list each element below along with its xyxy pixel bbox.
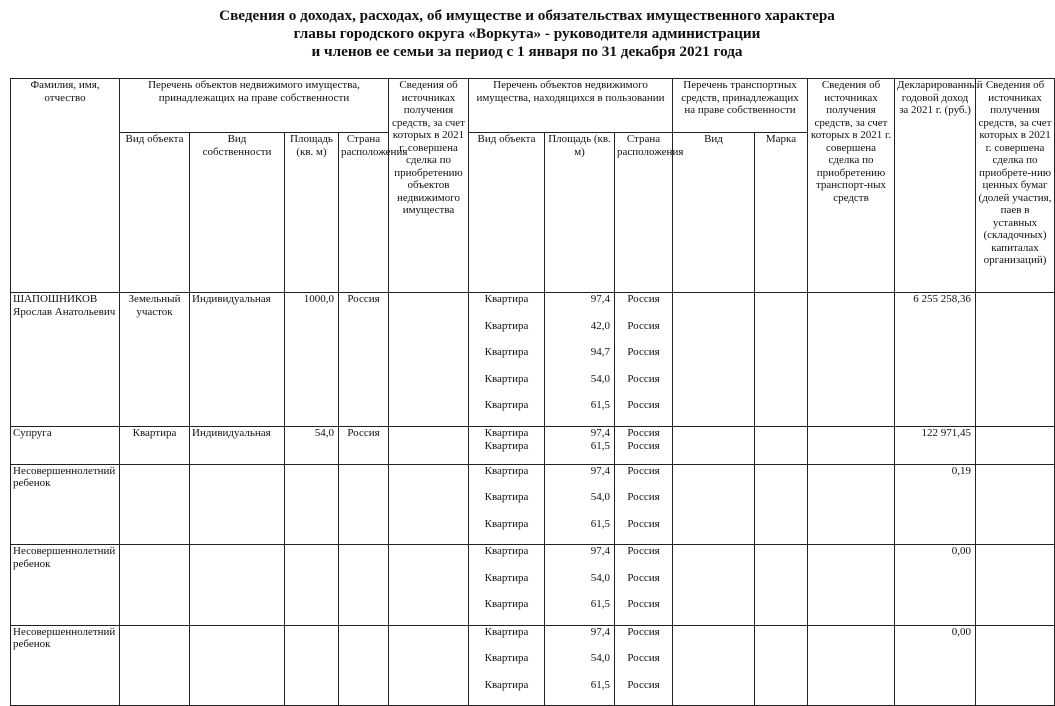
header-owned-country: Страна расположения [339, 133, 389, 293]
use-type: Квартира [484, 319, 529, 332]
income: 6 255 258,36 [895, 293, 976, 427]
use-country: Россия [627, 372, 660, 385]
owned-type: Земельный участок [120, 293, 190, 427]
use-country: Россия [627, 491, 660, 503]
owned-country: Россия [339, 293, 389, 427]
transport-kind-cell [673, 426, 755, 464]
header-use-group: Перечень объектов недвижимого имущества, находящихся в пользовании [469, 79, 673, 133]
income: 0,19 [895, 464, 976, 545]
use-country: Россия [627, 346, 660, 358]
use-country-cell [615, 464, 673, 545]
use-country-cell [615, 293, 673, 427]
use-country: Россия [627, 426, 660, 439]
table-row [11, 293, 1055, 427]
use-area: 42,0 [590, 319, 610, 332]
use-country: Россия [627, 652, 660, 664]
use-type: Квартира [484, 464, 529, 477]
owned-ownership: Индивидуальная [190, 426, 285, 464]
use-type: Квартира [484, 426, 529, 439]
use-area: 97,4 [590, 426, 610, 439]
use-type: Квартира [484, 625, 529, 638]
use-type: Квартира [484, 399, 529, 411]
header-use-type: Вид объекта [469, 133, 545, 293]
sources-securities-cell [976, 293, 1055, 427]
use-country: Россия [627, 571, 660, 584]
use-country: Россия [627, 598, 660, 610]
use-country: Россия [627, 293, 660, 305]
header-owned-group: Перечень объектов недвижимого имущества, принадлежащих на праве собственности [120, 79, 389, 133]
use-type: Квартира [484, 346, 529, 358]
person-name: Несовершеннолетний ребенок [11, 464, 120, 545]
transport-kind-cell [673, 293, 755, 427]
use-area-cell [545, 293, 615, 427]
header-use-country: Страна расположения [615, 133, 673, 293]
use-country: Россия [627, 517, 660, 530]
use-area: 54,0 [590, 491, 610, 503]
transport-brand-cell [755, 426, 808, 464]
use-country: Россия [627, 464, 660, 477]
use-area-cell [545, 464, 615, 545]
title-line-3: и членов ее семьи за период с 1 января по 31 декабря 2021 года [311, 43, 743, 60]
person-name: Несовершеннолетний ребенок [11, 545, 120, 626]
use-country: Россия [627, 545, 660, 557]
header-sources-securities: Сведения об источниках получения средств, за счет которых в 2021 г. совершена сделка по приобрете-нию ценных бумаг (долей участия, паев в уставных (складочных) капиталах организаций) [976, 79, 1055, 293]
header-transport-kind: Вид [673, 133, 755, 293]
table-row [11, 625, 1055, 706]
use-country: Россия [627, 399, 660, 411]
income: 0,00 [895, 545, 976, 626]
sources-realty-cell [389, 625, 469, 706]
use-type: Квартира [484, 571, 529, 584]
use-area-cell [545, 545, 615, 626]
use-country: Россия [627, 319, 660, 332]
use-type-cell [469, 625, 545, 706]
person-name: ШАПОШНИКОВ Ярослав Анатольевич [11, 293, 120, 427]
use-area: 61,5 [590, 517, 610, 530]
person-name: Супруга [11, 426, 120, 464]
header-owned-ownership: Вид собственности [190, 133, 285, 293]
income: 122 971,45 [895, 426, 976, 464]
transport-brand-cell [755, 293, 808, 427]
use-area-cell [545, 625, 615, 706]
use-area: 97,4 [590, 545, 610, 557]
table-row [11, 545, 1055, 626]
owned-country: Россия [339, 426, 389, 464]
use-type-cell [469, 426, 545, 464]
use-area: 97,4 [590, 293, 610, 305]
income: 0,00 [895, 625, 976, 706]
use-type: Квартира [484, 439, 529, 452]
use-area: 97,4 [590, 464, 610, 477]
declaration-table [10, 78, 1055, 706]
sources-realty-cell [389, 293, 469, 427]
header-transport-brand: Марка [755, 133, 808, 293]
table-row [11, 464, 1055, 545]
person-name: Несовершеннолетний ребенок [11, 625, 120, 706]
use-country: Россия [627, 678, 660, 691]
use-area: 61,5 [590, 399, 610, 411]
use-type: Квартира [484, 652, 529, 664]
header-transport-group: Перечень транспортных средств, принадлежащих на праве собственности [673, 79, 808, 133]
use-area: 61,5 [590, 598, 610, 610]
use-area: 97,4 [590, 625, 610, 638]
sources-transport-cell [808, 426, 895, 464]
title-line-1: Сведения о доходах, расходах, об имуществе и обязательствах имущественного характера [219, 7, 835, 24]
header-income: Декларированный годовой доход за 2021 г. (руб.) [895, 79, 976, 293]
owned-ownership: Индивидуальная [190, 293, 285, 427]
declaration-table-frame [10, 78, 1054, 691]
header-owned-area: Площадь (кв. м) [285, 133, 339, 293]
document-title [0, 7, 1054, 61]
sources-realty-cell [389, 426, 469, 464]
owned-area: 54,0 [285, 426, 339, 464]
header-sources-transport: Сведения об источниках получения средств, за счет которых в 2021 г. совершена сделка по приобретению транспорт-ных средств [808, 79, 895, 293]
header-use-area: Площадь (кв. м) [545, 133, 615, 293]
use-type: Квартира [484, 372, 529, 385]
use-type-cell [469, 545, 545, 626]
owned-type: Квартира [120, 426, 190, 464]
use-country-cell [615, 545, 673, 626]
header-sources-realty: Сведения об источниках получения средств, за счет которых в 2021 г. совершена сделка по приобретению объектов недвижимого имущества [389, 79, 469, 293]
header-fio: Фамилия, имя, отчество [11, 79, 120, 293]
use-area: 54,0 [590, 372, 610, 385]
sources-realty-cell [389, 545, 469, 626]
use-type: Квартира [484, 517, 529, 530]
use-type: Квартира [484, 293, 529, 305]
use-type: Квартира [484, 678, 529, 691]
sources-transport-cell [808, 293, 895, 427]
use-country: Россия [627, 625, 660, 638]
use-type-cell [469, 464, 545, 545]
sources-realty-cell [389, 464, 469, 545]
owned-area: 1000,0 [285, 293, 339, 427]
use-area: 61,5 [590, 439, 610, 452]
use-country-cell [615, 426, 673, 464]
use-type: Квартира [484, 545, 529, 557]
use-area-cell [545, 426, 615, 464]
use-type-cell [469, 293, 545, 427]
use-type: Квартира [484, 598, 529, 610]
header-owned-type: Вид объекта [120, 133, 190, 293]
table-row [11, 426, 1055, 464]
title-line-2: главы городского округа «Воркута» - руководителя администрации [293, 25, 761, 42]
use-country: Россия [627, 439, 660, 452]
use-area: 54,0 [590, 571, 610, 584]
use-country-cell [615, 625, 673, 706]
use-area: 94,7 [590, 346, 610, 358]
sources-securities-cell [976, 426, 1055, 464]
use-area: 61,5 [590, 678, 610, 691]
use-type: Квартира [484, 491, 529, 503]
use-area: 54,0 [590, 652, 610, 664]
